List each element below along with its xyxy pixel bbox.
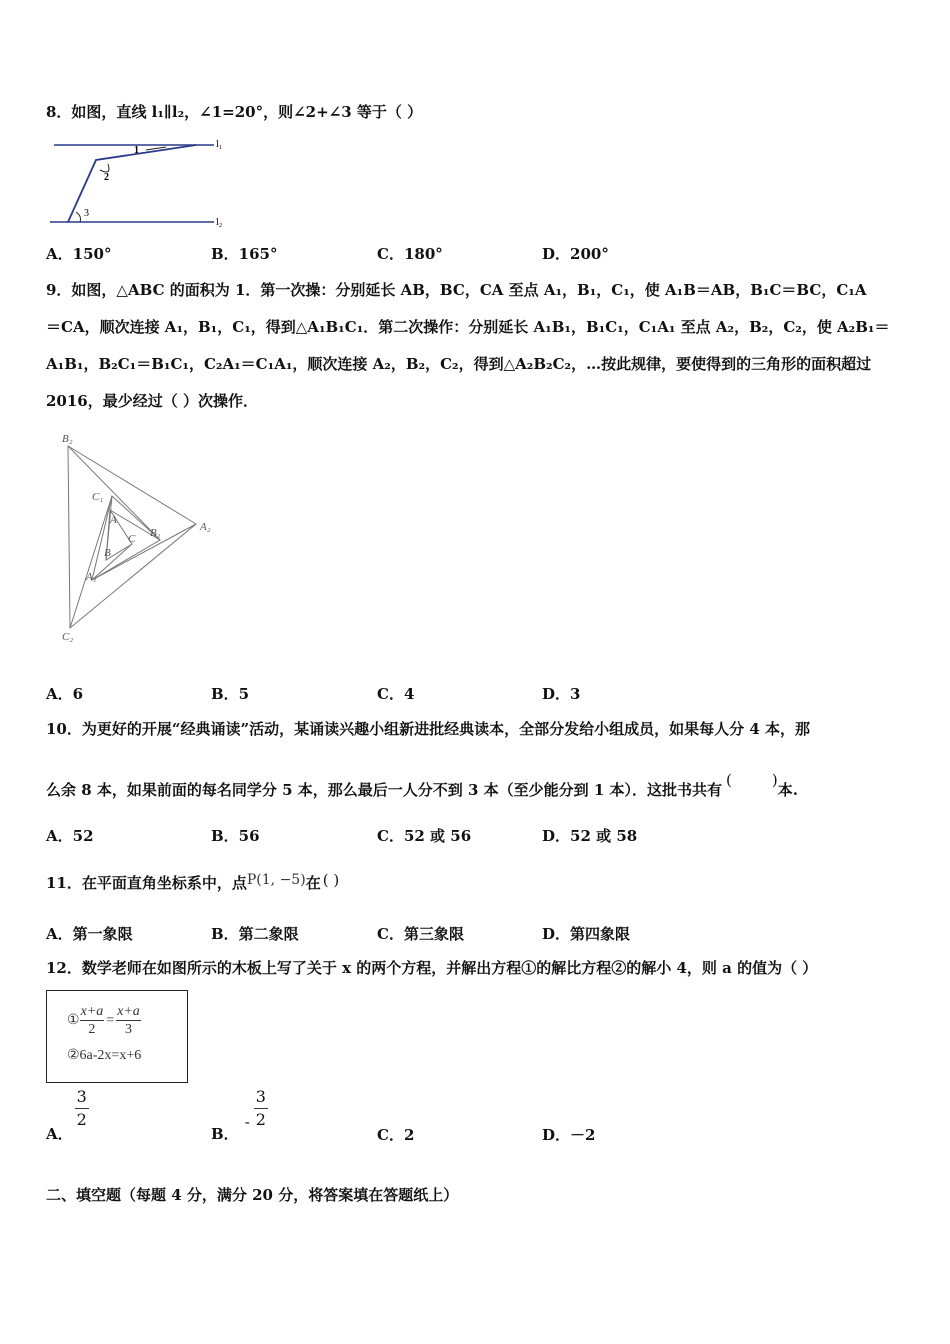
q11-stem	[46, 873, 339, 894]
q12-option-b-num: 3	[255, 1087, 266, 1106]
q10-stem-line2	[46, 771, 798, 800]
q9-label-b: B	[104, 547, 111, 559]
q10-option-d: D．52 或 58	[542, 827, 638, 845]
q9-option-d: D．3	[542, 685, 581, 703]
q12-stem: 12．数学老师在如图所示的木板上写了关于 x 的两个方程，并解出方程①的解比方程②的解小 4，则 a 的值为（ ）	[46, 959, 818, 977]
q12-option-b-sign: -	[244, 1112, 250, 1131]
q8-option-a: A．150°	[46, 245, 112, 263]
q9-label-c1: C₁	[92, 491, 104, 503]
q12-board	[46, 990, 188, 1083]
q10-stem-text: 么余 8 本，如果前面的每名同学分 5 本，那么最后一人分不到 3 本（至少能分到 1 本）．这批书共有	[46, 781, 723, 799]
q12-option-a-den: 2	[76, 1110, 87, 1129]
q12-option-b-label: B．	[211, 1124, 239, 1143]
q11-stem-zai: 在	[305, 874, 321, 892]
q12-eq1-equals: =	[106, 1012, 115, 1028]
q8-l2-label: l₂	[216, 217, 223, 228]
q9-stem-line3: A₁B₁，B₂C₁＝B₁C₁，C₂A₁＝C₁A₁，顺次连接 A₂，B₂，C₂，得到△A₂B₂C₂，…按此规律，要使得到的三角形的面积超过	[46, 355, 872, 373]
q12-eq1-left-num: x+a	[80, 1004, 104, 1019]
q11-option-d: D．第四象限	[542, 925, 631, 943]
q10-option-c: C．52 或 56	[377, 827, 472, 845]
q10-option-a: A．52	[46, 827, 94, 845]
section2-title: 二、填空题（每题 4 分，满分 20 分，将答案填在答题纸上）	[46, 1186, 459, 1204]
q11-option-b: B．第二象限	[211, 925, 299, 943]
q9-label-c: C	[128, 533, 136, 545]
q12-eq1-right-num: x+a	[117, 1004, 140, 1019]
q9-label-a1: A₁	[86, 571, 97, 583]
q9-stem-line1: 9．如图，△ABC 的面积为 1．第一次操：分别延长 AB，BC，CA 至点 A₁，B₁，C₁，使 A₁B＝AB，B₁C＝BC，C₁A	[46, 281, 867, 299]
q10-stem-end: 本.	[777, 781, 798, 799]
q8-angle2-label: 2	[104, 172, 109, 183]
q12-option-b-den: 2	[255, 1110, 266, 1129]
q8-option-d: D．200°	[542, 245, 609, 263]
q9-label-b2: B₂	[62, 433, 73, 445]
q10-stem-line1: 10．为更好的开展“经典诵读”活动，某诵读兴趣小组新进批经典读本，全部分发给小组成员，如果每人分 4 本，那	[46, 720, 811, 738]
q12-eq1-right-den: 3	[124, 1022, 132, 1037]
q10-paren-close: )	[771, 771, 778, 789]
q9-option-a: A．6	[46, 685, 84, 703]
q12-eq1-label: ①	[67, 1013, 80, 1028]
q11-option-a: A．第一象限	[46, 925, 133, 943]
q11-point: P(1, −5)	[246, 872, 306, 888]
q12-option-a-num: 3	[76, 1087, 87, 1106]
q8-figure	[46, 134, 236, 230]
q8-option-b: B．165°	[211, 245, 278, 263]
q11-option-c: C．第三象限	[377, 925, 464, 943]
q8-l1-label: l₁	[216, 139, 223, 150]
q11-paren: ( )	[322, 871, 340, 889]
q12-option-c: C．2	[377, 1126, 415, 1144]
q9-label-a: A	[110, 514, 117, 526]
q9-label-c2: C₂	[62, 631, 74, 643]
q8-angle3-label: 3	[84, 208, 89, 219]
q9-figure	[56, 428, 226, 648]
q8-option-c: C．180°	[377, 245, 443, 263]
q12-option-a	[46, 1087, 89, 1150]
q9-label-b1: B₁	[150, 527, 161, 539]
q9-stem-line2: ＝CA，顺次连接 A₁，B₁，C₁，得到△A₁B₁C₁．第二次操作：分别延长 A₁B₁，B₁C₁，C₁A₁ 至点 A₂，B₂，C₂，使 A₂B₁＝	[46, 318, 890, 336]
q11-stem-text: 11．在平面直角坐标系中，点	[46, 874, 247, 892]
q12-option-d: D．－2	[542, 1126, 596, 1144]
q9-stem-line4: 2016，最少经过（ ）次操作．	[46, 392, 258, 410]
q9-label-a2: A₂	[200, 521, 211, 533]
q12-option-a-label: A．	[46, 1124, 73, 1143]
q10-paren-open: (	[726, 771, 732, 789]
q10-option-b: B．56	[211, 827, 260, 845]
q9-option-b: B．5	[211, 685, 250, 703]
q12-eq2: ②6a-2x=x+6	[67, 1048, 142, 1063]
q8-angle1-label: 1	[134, 145, 139, 156]
q12-eq1-left-den: 2	[88, 1022, 96, 1037]
q8-stem: 8．如图，直线 l₁∥l₂，∠1=20°，则∠2+∠3 等于（ ）	[46, 103, 423, 121]
q12-option-b	[211, 1087, 268, 1150]
q9-option-c: C．4	[377, 685, 415, 703]
